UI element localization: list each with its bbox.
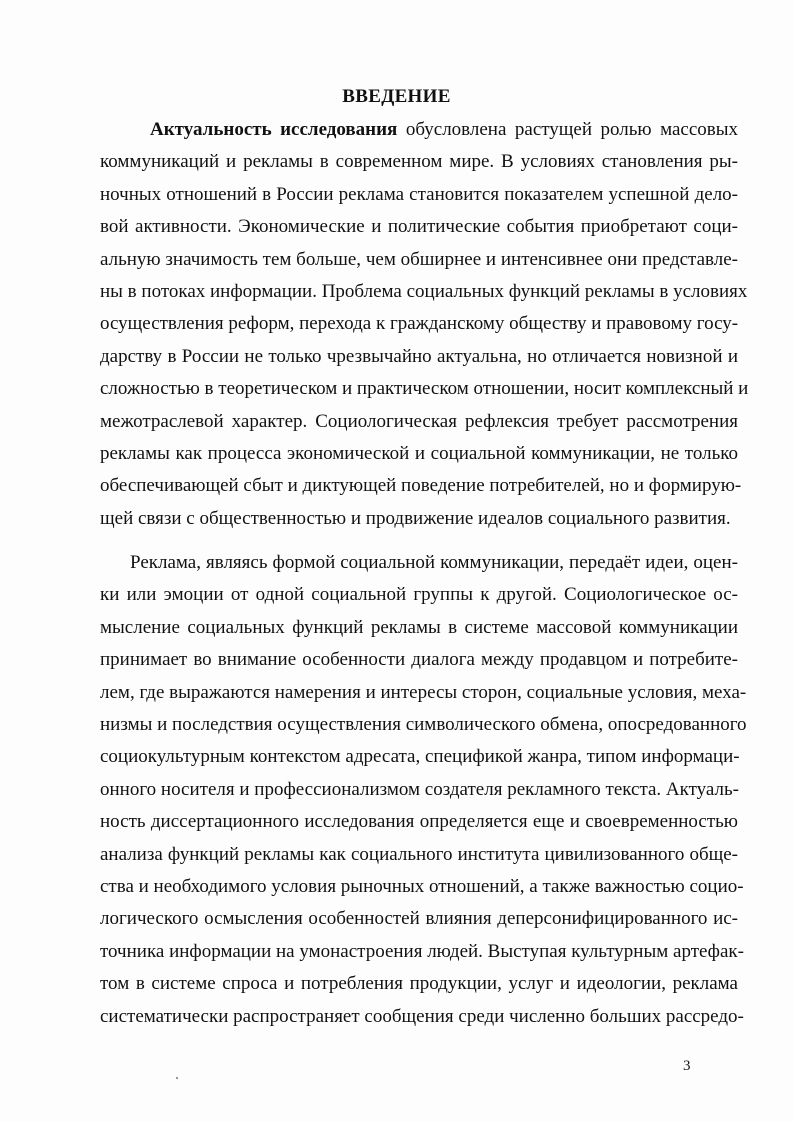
page-title: ВВЕДЕНИЕ [342, 86, 451, 107]
text-line: межотраслевой характер. Социологическая рефлексия требует рассмотрения [100, 410, 738, 432]
text-line: ность диссертационного исследования определяется еще и своевременностью [100, 811, 738, 833]
paragraph-gap [100, 535, 738, 547]
text-line: ночных отношений в России реклама становится показателем успешной дело- [100, 183, 738, 205]
text-line: низмы и последствия осуществления символического обмена, опосредованного [100, 714, 747, 736]
text-line: щей связи с общественностью и продвижение идеалов социального развития. [100, 507, 731, 529]
text-line: мысление социальных функций рекламы в системе массовой коммуникации [100, 616, 738, 638]
text-line: дарству в России не только чрезвычайно актуальна, но отличается новизной и [100, 345, 738, 367]
text-line: логического осмысления особенностей влияния деперсонифицированного ис- [100, 908, 738, 930]
text-line: ства и необходимого условия рыночных отношений, а также важностью социо- [100, 875, 744, 897]
text-line: коммуникаций и рекламы в современном мире. В условиях становления ры- [100, 151, 738, 173]
text-line: осуществления реформ, перехода к гражданскому обществу и правовому госу- [100, 313, 739, 335]
text-line: социокультурным контекстом адресата, спецификой жанра, типом информаци- [100, 746, 740, 768]
text-line: ки или эмоции от одной социальной группы к другой. Социологическое ос- [100, 584, 738, 606]
scan-speck [176, 1077, 178, 1079]
text-line: точника информации на умонастроения людей. Выступая культурным артефак- [100, 940, 744, 962]
body-text [100, 114, 749, 1033]
text-line: вой активности. Экономические и политические события приобретают соци- [100, 216, 738, 238]
text-line: принимает во внимание особенности диалога между продавцом и потребите- [100, 649, 738, 671]
text-line: сложностью в теоретическом и практическом отношении, носит комплексный и [100, 378, 749, 400]
paragraph-2 [100, 547, 747, 1033]
text-line: ны в потоках информации. Проблема социальных функций рекламы в условиях [100, 280, 748, 302]
paragraph-1 [100, 114, 749, 535]
text-line: рекламы как процесса экономической и социальной коммуникации, не только [100, 442, 738, 464]
text-line [100, 114, 738, 146]
text-line: анализа функций рекламы как социального института цивилизованного обще- [100, 843, 738, 865]
text-line: онного носителя и профессионализмом создателя рекламного текста. Актуаль- [100, 778, 740, 800]
lead-rest: обусловлена растущей ролью массовых [397, 119, 738, 140]
text-line: том в системе спроса и потребления продукции, услуг и идеологии, реклама [100, 973, 738, 995]
text-line: альную значимость тем больше, чем обширнее и интенсивнее они представле- [100, 248, 738, 270]
page-number: 3 [683, 1058, 691, 1074]
text-line: обеспечивающей сбыт и диктующей поведение потребителей, но и формирую- [100, 475, 742, 497]
text-line: лем, где выражаются намерения и интересы сторон, социальные условия, меха- [100, 681, 747, 703]
text-line: систематически распространяет сообщения среди численно больших рассредо- [100, 1005, 744, 1027]
text-line: Реклама, являясь формой социальной коммуникации, передаёт идеи, оцен- [130, 552, 738, 574]
lead-phrase: Актуальность исследования [150, 119, 398, 140]
